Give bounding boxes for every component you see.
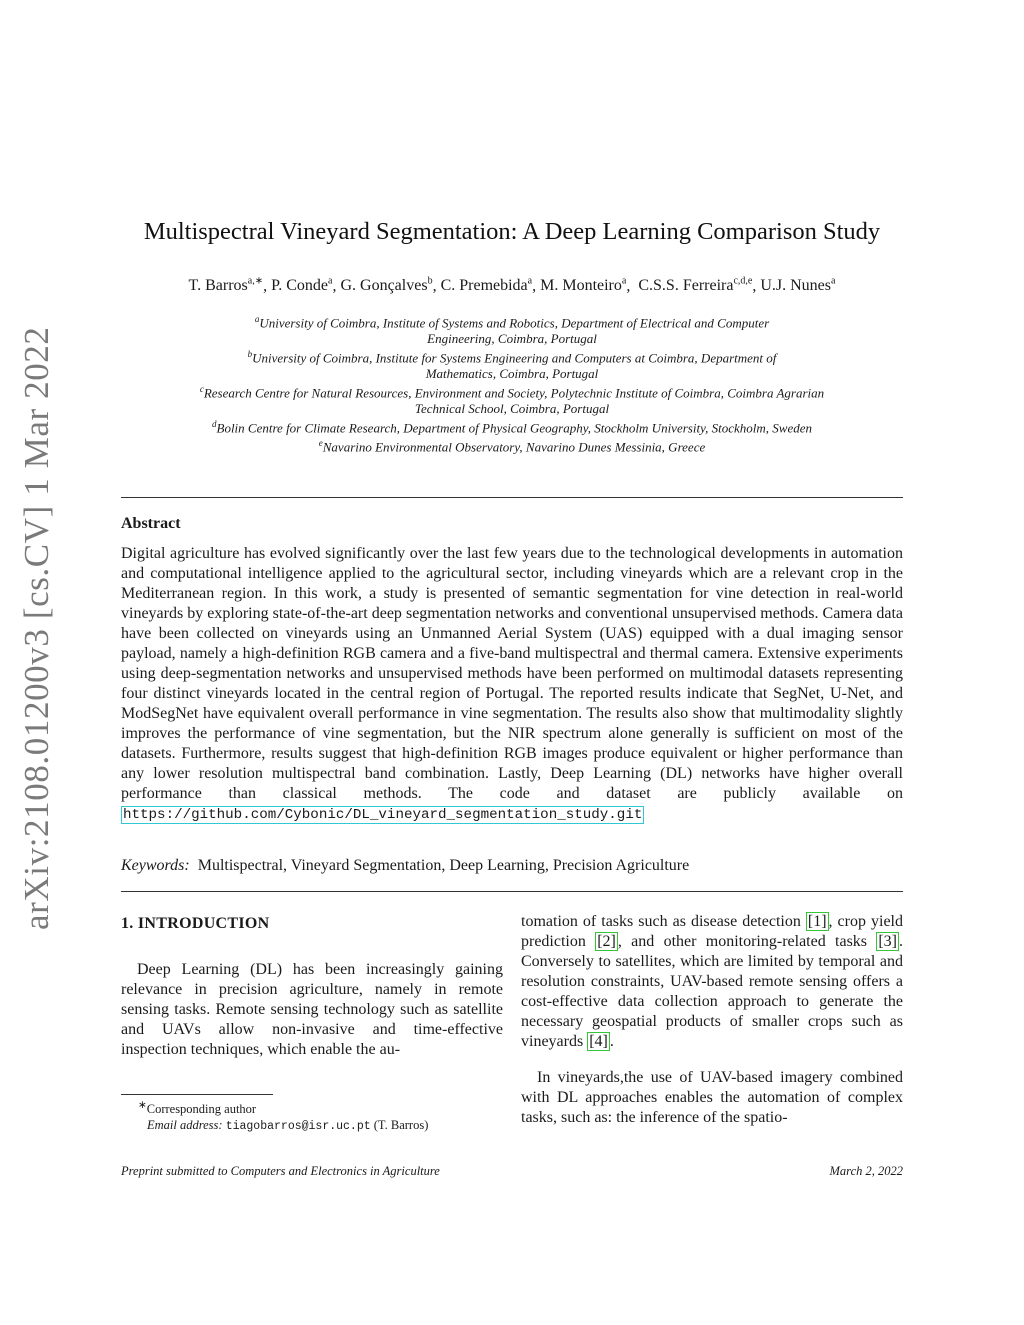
affiliation: $^a$University of Coimbra, Institute of Systems and Robotics, Department of Electrical and Computer: [254, 314, 770, 331]
intro-paragraph-continued: tomation of tasks such as disease detection [1] , crop yield prediction [2] , and other monitoring-related tasks [3] . Conversely to satellites, which are limited by temporal and resolution constraints, UAV-based remote sensing offers a cost-effective data collection approach to generate the necessary geospatial products of smaller crops such as vineyards [4] .: [521, 913, 903, 1050]
footer-date: March 2, 2022: [829, 1164, 903, 1178]
author: C. Premebida$^a$: [440, 276, 533, 295]
page-footer: [121, 1164, 903, 1179]
email-note: Email address: tiagobarros@isr.uc.pt (T. Barros): [147, 1118, 429, 1134]
footer-journal: Preprint submitted to Computers and Electronics in Agriculture: [121, 1164, 440, 1178]
author: M. Monteiro$^a$: [540, 276, 627, 295]
citation-link[interactable]: [3]: [878, 933, 897, 950]
affiliation-continuation: Technical School, Coimbra, Portugal: [414, 400, 610, 416]
abstract-top-rule: [121, 497, 903, 498]
section-heading-introduction: 1. INTRODUCTION: [121, 915, 270, 932]
citation-link[interactable]: [4]: [589, 1033, 608, 1050]
author-list: T. Barros$^{a,∗}$, P. Conde$^a$, G. Gonçalves$^b$, C. Premebida$^a$, M. Monteiro$^a$, C.S.S. Ferreira$^{c,d,e}$, U.J. Nunes$^a$: [188, 276, 836, 295]
keywords-text: Multispectral, Vineyard Segmentation, Deep Learning, Precision Agriculture: [197, 857, 690, 874]
author: U.J. Nunes$^a$: [760, 276, 836, 295]
paper-title: Multispectral Vineyard Segmentation: A Deep Learning Comparison Study: [143, 218, 881, 245]
affiliation-list: [121, 312, 903, 455]
arxiv-identifier-stamp: arXiv:2108.01200v3 [cs.CV] 1 Mar 2022: [17, 326, 56, 930]
abstract-text: Digital agriculture has evolved significantly over the last few years due to the technological developments in automation and computational intelligence applied to the agricultural sector, including vineyards which are a relevant crop in the Mediterranean region. In this work, a study is presented of semantic segmentation for vine detection in real-world vineyards by exploring state-of-the-art deep segmentation networks and conventional unsupervised methods. Camera data have been collected on vineyards using an Unmanned Aerial System (UAS) equipped with a dual imaging sensor payload, namely a high-definition RGB camera and a five-band multispectral and thermal camera. Extensive experiments using deep-segmentation networks and unsupervised methods have been performed on multimodal datasets representing four distinct vineyards located in the central region of Portugal. The reported results indicate that SegNet, U-Net, and ModSegNet have equivalent overall performance in vine segmentation. The results also show that multimodality slightly improves the performance of vine segmentation, but the NIR spectrum alone generally is sufficient on most of the datasets. Furthermore, results suggest that high-definition RGB images produce equivalent or higher performance than any lower resolution multispectral band combination. Lastly, Deep Learning (DL) networks have higher overall performance than classical methods. The code and dataset are publicly available on: [121, 545, 903, 802]
abstract-body: [121, 544, 903, 825]
affiliation: $^e$Navarino Environmental Observatory, Navarino Dunes Messinia, Greece: [318, 437, 706, 455]
citation-link[interactable]: [1]: [807, 913, 827, 930]
footnote: [138, 1098, 508, 1135]
citation-link[interactable]: [2]: [597, 933, 616, 950]
abstract-heading: Abstract: [121, 515, 181, 532]
intro-paragraph: In vineyards,the use of UAV-based imagery combined with DL approaches enables the automation of complex tasks, such as: the inference of the spatio-: [521, 1069, 903, 1126]
left-column: [121, 912, 503, 1060]
author: G. Gonçalves$^b$: [340, 276, 433, 295]
github-link[interactable]: https://github.com/Cybonic/DL_vineyard_segmentation_study.git: [123, 807, 643, 823]
keywords-label: Keywords:: [121, 857, 190, 874]
right-column: [521, 912, 903, 1128]
affiliation: $^b$University of Coimbra, Institute for Systems Engineering and Computers at Coimbra, Department of: [247, 348, 777, 366]
author: P. Conde$^a$: [271, 276, 333, 295]
author: C.S.S. Ferreira$^{c,d,e}$: [638, 276, 753, 295]
affiliation-continuation: Engineering, Coimbra, Portugal: [427, 331, 597, 347]
abstract-bottom-rule: [121, 891, 903, 892]
affiliation: $^d$Bolin Centre for Climate Research, Department of Physical Geography, Stockholm University, Stockholm, Sweden: [212, 418, 812, 436]
author: T. Barros$^{a,∗}$: [188, 276, 264, 295]
affiliation: $^c$Research Centre for Natural Resources, Environment and Society, Polytechnic Institute of Coimbra, Coimbra Agrarian: [199, 383, 825, 401]
intro-paragraph: Deep Learning (DL) has been increasingly gaining relevance in precision agriculture, namely in remote sensing tasks. Remote sensing technology such as satellite and UAVs allow non-invasive and time-effective inspection techniques, which enable the au-: [121, 961, 503, 1058]
email-address[interactable]: tiagobarros@isr.uc.pt: [225, 1120, 371, 1134]
keywords: [121, 857, 903, 875]
footnote-rule: [121, 1094, 273, 1095]
affiliation-continuation: Mathematics, Coimbra, Portugal: [425, 366, 599, 382]
corresponding-author-note: ∗Corresponding author: [138, 1100, 257, 1117]
